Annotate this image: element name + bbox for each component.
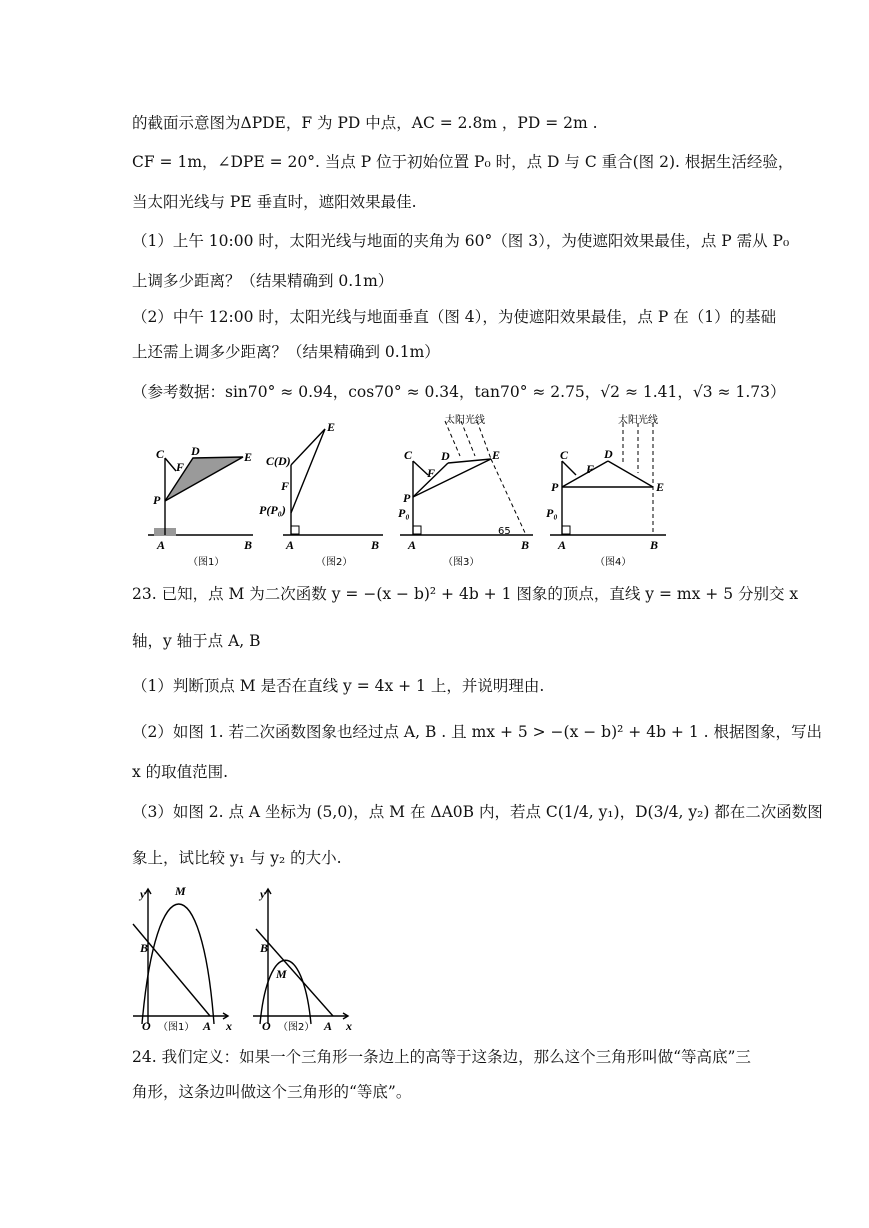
caption-fig2: （图2） (278, 1022, 315, 1033)
label-p0: P₀ (546, 506, 558, 520)
label-c: C (156, 447, 165, 461)
label-d: D (441, 449, 450, 463)
label-x: x (226, 1019, 232, 1033)
figure-row-top (148, 413, 708, 568)
text-line: 象上，试比较 y₁ 与 y₂ 的大小. (132, 849, 342, 867)
figure-row-bottom (128, 884, 368, 1034)
label-p: P (551, 480, 559, 494)
label-b: B (371, 538, 380, 552)
label-f: F (427, 466, 436, 480)
question-23: 23. 已知，点 M 为二次函数 y = −(x − b)² + 4b + 1 图象的顶点，直线 y = mx + 5 分别交 x (132, 585, 799, 603)
label-c: C (560, 448, 569, 462)
label-b: B (244, 538, 253, 552)
label-p0: P₀ (398, 506, 410, 520)
label-a: A (408, 538, 417, 552)
label-c: C (404, 448, 413, 462)
label-d: D (191, 444, 200, 458)
text-line: CF = 1m，∠DPE = 20°. 当点 P 位于初始位置 P₀ 时，点 D 与 C 重合(图 2). 根据生活经验， (132, 153, 794, 171)
question-1: （1）上午 10:00 时，太阳光线与地面的夹角为 60°（图 3），为使遮阳效果最佳，点 P 需从 P₀ (132, 232, 790, 250)
label-m: M (175, 884, 186, 898)
question-23-1: （1）判断顶点 M 是否在直线 y = 4x + 1 上，并说明理由. (132, 677, 545, 695)
label-cd: C(D) (266, 454, 291, 468)
label-y: y (140, 887, 146, 901)
label-d: D (604, 447, 613, 461)
label-angle: 65 (498, 526, 511, 537)
reference-data: （参考数据：sin70° ≈ 0.94，cos70° ≈ 0.34，tan70° ≈ 2.75，√2 ≈ 1.41，√3 ≈ 1.73） (132, 383, 786, 401)
label-p: P (403, 491, 411, 505)
label-o: O (142, 1019, 151, 1033)
label-x: x (346, 1019, 352, 1033)
label-e: E (492, 448, 501, 462)
label-a: A (203, 1019, 212, 1033)
label-b: B (650, 538, 659, 552)
label-o: O (262, 1019, 271, 1033)
caption-fig3: （图3） (443, 557, 480, 568)
label-a: A (157, 538, 166, 552)
label-a: A (324, 1019, 333, 1033)
label-b: B (260, 941, 269, 955)
text-line: 的截面示意图为ΔPDE，F 为 PD 中点，AC = 2.8m ，PD = 2m . (132, 114, 598, 132)
text-line: 上还需上调多少距离？（结果精确到 0.1m） (132, 343, 440, 361)
text-line: 角形，这条边叫做这个三角形的“等底”。 (132, 1083, 412, 1101)
label-b: B (140, 941, 149, 955)
parabola (142, 904, 214, 1024)
caption-fig1: （图1） (158, 1022, 195, 1033)
question-2: （2）中午 12:00 时，太阳光线与地面垂直（图 4），为使遮阳效果最佳，点 P 在（1）的基础 (132, 308, 777, 326)
label-p: P (153, 493, 161, 507)
label-e: E (244, 450, 253, 464)
text-line: x 的取值范围. (132, 763, 229, 781)
label-f: F (176, 460, 185, 474)
label-sunlight: 太阳光线 (445, 415, 485, 426)
label-e: E (656, 480, 665, 494)
label-b: B (521, 538, 530, 552)
text-line: 轴，y 轴于点 A, B (132, 632, 261, 650)
label-a: A (286, 538, 295, 552)
label-f: F (586, 462, 595, 476)
question-24: 24. 我们定义：如果一个三角形一条边上的高等于这条边，那么这个三角形叫做“等高底”三 (132, 1048, 751, 1066)
question-23-2: （2）如图 1. 若二次函数图象也经过点 A, B . 且 mx + 5 > −(x − b)² + 4b + 1 . 根据图象，写出 (132, 723, 822, 741)
label-a: A (558, 538, 567, 552)
text-line: 当太阳光线与 PE 垂直时，遮阳效果最佳. (132, 193, 417, 211)
label-y: y (260, 887, 266, 901)
caption-fig2: （图2） (316, 557, 353, 568)
label-m: M (276, 967, 287, 981)
caption-fig4: （图4） (595, 557, 632, 568)
text-line: 上调多少距离？（结果精确到 0.1m） (132, 272, 394, 290)
label-e: E (327, 420, 336, 434)
question-23-3: （3）如图 2. 点 A 坐标为 (5,0)，点 M 在 ΔA0B 内，若点 C(1/4, y₁)，D(3/4, y₂) 都在二次函数图 (132, 803, 823, 821)
label-sunlight: 太阳光线 (618, 415, 658, 426)
caption-fig1: （图1） (188, 557, 225, 568)
label-f: F (281, 479, 290, 493)
label-pp0: P(P₀) (259, 503, 286, 517)
